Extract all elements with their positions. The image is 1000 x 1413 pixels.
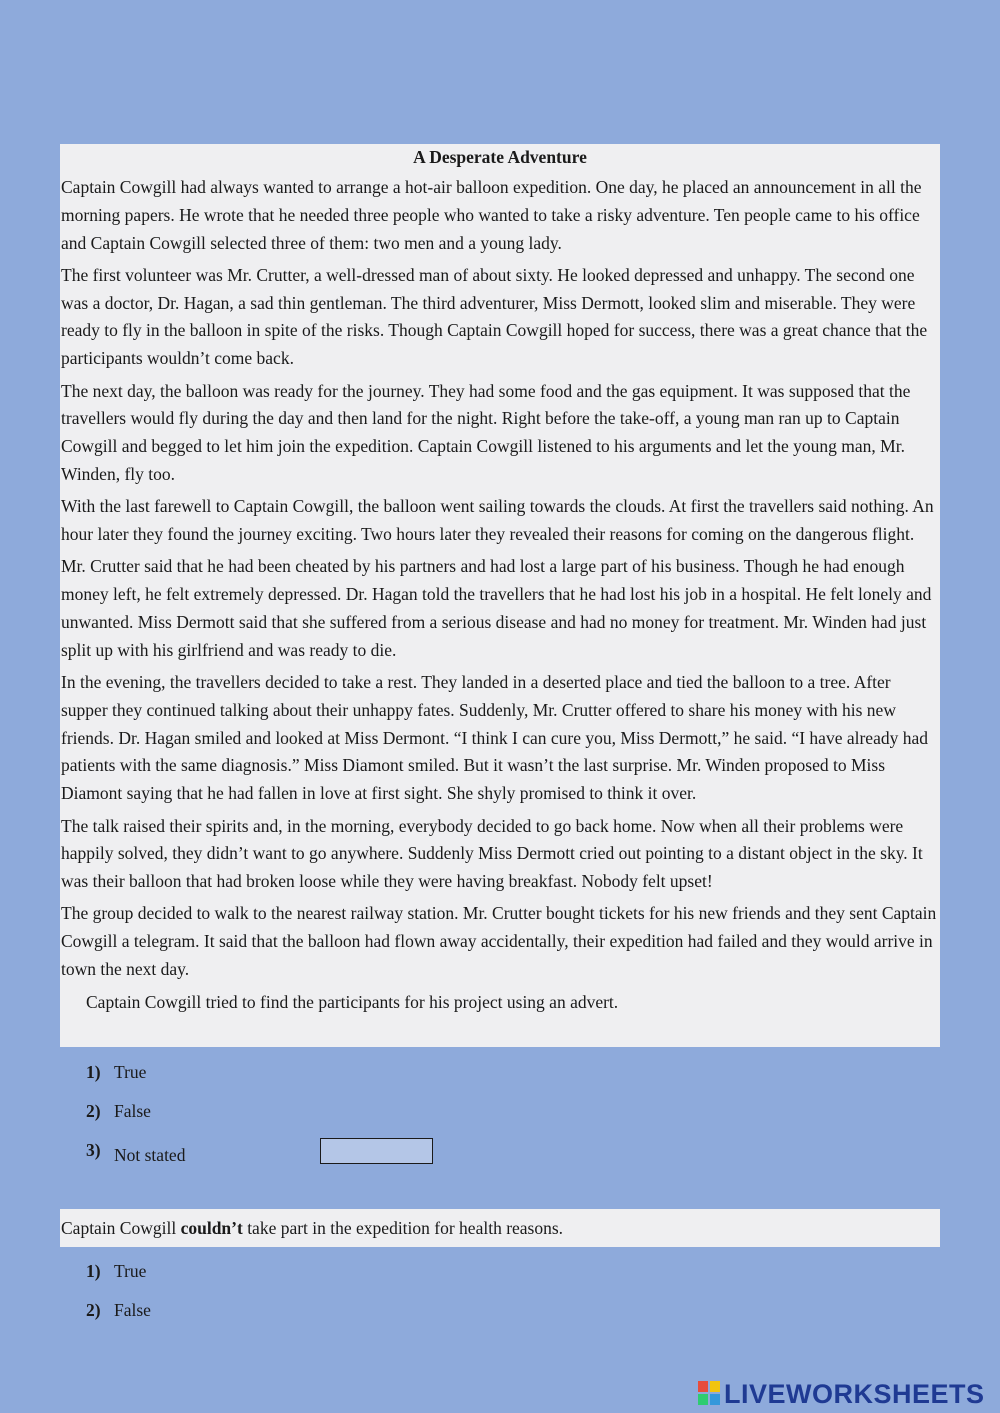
question-2-statement: Captain Cowgill couldn’t take part in the expedition for health reasons. — [61, 1218, 564, 1238]
question-1-answer-box[interactable] — [320, 1138, 433, 1164]
paragraph-8: The group decided to walk to the nearest railway station. Mr. Crutter bought tickets for his new friends and they sent Captain Cowgill a telegram. It said that the balloon had flown away accidentally, their expedition had failed and they would arrive in town the next day. — [61, 903, 937, 980]
question-2-panel — [60, 1209, 940, 1247]
reading-text-panel — [60, 144, 940, 1047]
question-2-option-false — [86, 1298, 151, 1322]
worksheet-title: A Desperate Adventure — [413, 147, 587, 167]
liveworksheets-icon — [698, 1381, 722, 1407]
paragraph-1: Captain Cowgill had always wanted to arrange a hot-air balloon expedition. One day, he placed an announcement in all the morning papers. He wrote that he needed three people who wanted to take a risky adventure. Ten people came to his office and Captain Cowgill selected three of them: two men and a young lady. — [61, 177, 922, 253]
question-2-option-true — [86, 1259, 146, 1283]
option-number: 3) — [86, 1140, 101, 1160]
option-label: False — [114, 1300, 151, 1320]
question-1-option-false — [86, 1099, 151, 1123]
question-1-statement: Captain Cowgill tried to find the participants for his project using an advert. — [86, 991, 619, 1012]
option-number: 1) — [86, 1261, 101, 1281]
option-label: False — [114, 1101, 151, 1121]
option-label: Not stated — [114, 1145, 186, 1165]
liveworksheets-logo — [698, 1379, 985, 1409]
paragraph-2: The first volunteer was Mr. Crutter, a well-dressed man of about sixty. He looked depressed and unhappy. The second one was a doctor, Dr. Hagan, a sad thin gentleman. The third adventurer, Miss Dermott, looked slim and miserable. They were ready to fly in the balloon in spite of the risks. Though Captain Cowgill hoped for success, there was a great chance that the participants wouldn’t come back. — [61, 264, 928, 369]
logo-text: LIVEWORKSHEETS — [724, 1378, 985, 1409]
option-label: True — [114, 1062, 147, 1082]
paragraph-7: The talk raised their spirits and, in the morning, everybody decided to go back home. Now when all their problems were happily solved, they didn’t want to go anywhere. Suddenly Miss Dermott cried out pointing to a distant object in the sky. It was their balloon that had broken loose while they were having breakfast. Nobody felt upset! — [61, 815, 923, 892]
option-number: 1) — [86, 1062, 101, 1082]
emphasis-word: couldn’t — [180, 1218, 243, 1238]
paragraph-6: In the evening, the travellers decided to take a rest. They landed in a deserted place and tied the balloon to a tree. After supper they continued talking about their unhappy fates. Suddenly, Mr. Crutter offered to share his money with his new friends. Dr. Hagan smiled and looked at Miss Dermont. “I think I can cure you, Miss Dermott,” he said. “I have already had patients with the same diagnosis.” Miss Diamont smiled. But it wasn’t the last surprise. Mr. Winden proposed to Miss Diamont saying that he had fallen in love at first sight. She shyly promised to think it over. — [61, 672, 928, 804]
question-1-option-true — [86, 1060, 146, 1084]
paragraph-3: The next day, the balloon was ready for the journey. They had some food and the gas equipment. It was supposed that the travellers would fly during the day and then land for the night. Right before the take-off, a young man ran up to Captain Cowgill and begged to let him join the expedition. Captain Cowgill listened to his arguments and let the young man, Mr. Winden, fly too. — [61, 380, 911, 484]
option-number: 2) — [86, 1101, 101, 1121]
question-1-option-not-stated — [86, 1140, 186, 1167]
paragraph-4: With the last farewell to Captain Cowgill, the balloon went sailing towards the clouds. At first the travellers said nothing. An hour later they found the journey exciting. Two hours later they revealed their reasons for coming on the dangerous flight. — [61, 496, 934, 545]
option-number: 2) — [86, 1300, 101, 1320]
option-label: True — [114, 1261, 147, 1281]
paragraph-5: Mr. Crutter said that he had been cheated by his partners and had lost a large part of his business. Though he had enough money left, he felt extremely depressed. Dr. Hagan told the travellers that he had lost his job in a hospital. He felt lonely and unwanted. Miss Dermott said that she suffered from a serious disease and had no money for treatment. Mr. Winden had just split up with his girlfriend and was ready to die. — [61, 556, 932, 660]
